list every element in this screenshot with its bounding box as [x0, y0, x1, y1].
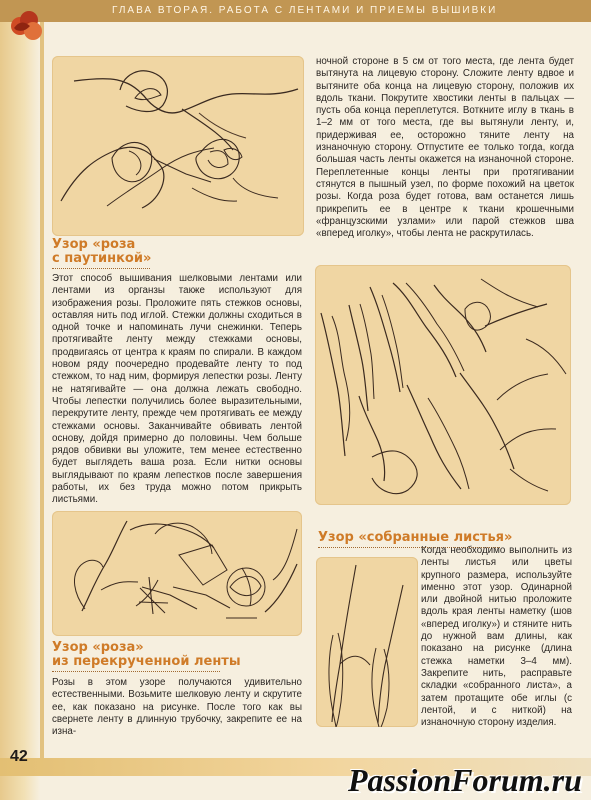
left-text-column-bottom [52, 641, 302, 738]
illustration-web-rose [52, 56, 304, 236]
twisted-rose-continuation: ночной стороне в 5 см от того места, где лента будет вытянута на лицевую сторону. Сложите ленту вдвое и вытяните оба конца на лицевую сторону, положив их вдоль ткани. Покрутите хвостики ленты в пальцах — пусть оба конца переплетутся. Воткните иглу в ткань в 1–2 мм от того места, где вы вытянули ленту, и, придерживая ее, осторожно тяните ленту на изнаночную сторону. Отпустите ее только тогда, когда большая часть ленты окажется на изнаночной стороне. Переплетенные концы ленты при протягивании стянутся в пышный узел, по форме похожий на цветок розы. Когда роза будет готова, вам останется лишь прикрепить ее в центре к ткани крошечными «французскими узлами» или парой стежков шва «вперед иголку», чтобы лента не раскрутилась. [316, 56, 574, 240]
left-text-column [52, 238, 302, 507]
heading-line: с паутинкой» [52, 251, 152, 266]
illustration-twisted-rose-steps [315, 265, 571, 505]
section-heading-twisted-rose [52, 641, 302, 669]
heading-line: из перекрученной ленты [52, 654, 241, 669]
illustration-gathered-leaves [316, 557, 418, 727]
gathered-leaves-paragraph: Когда необходимо выполнить из ленты листья или цветы крупного размера, используйте именно этот узор. Одинарной или двойной нитью проложите вдоль края ленты наметку (шов «вперед иголку») и стяните нить до нужной вам длины, как показано на рисунке (длина стежка наметки 3–4 мм). Закрепите нить, расправьте складки «собранного листа», а затем протащите обе иглы (с лентой, и с ниткой) на изнаночную сторону изделия. [421, 545, 572, 729]
heading-line: Узор «роза [52, 237, 136, 252]
gathered-leaves-text [421, 545, 572, 729]
section-heading-web-rose [52, 238, 302, 266]
section-heading-gathered-leaves: Узор «собранные листья» [318, 530, 513, 545]
chapter-header: ГЛАВА ВТОРАЯ. РАБОТА С ЛЕНТАМИ И ПРИЕМЫ ВЫШИВКИ [112, 5, 498, 16]
heading-line: Узор «роза» [52, 640, 144, 655]
site-watermark: PassionForum.ru [348, 762, 582, 798]
left-decorative-band [0, 0, 40, 800]
page-number: 42 [10, 748, 28, 765]
illustration-twisted-rose [52, 511, 302, 636]
heading-divider [52, 268, 150, 269]
web-rose-paragraph: Этот способ вышивания шелковыми лентами или лентами из органзы также используют для изображения розы. Проложите пять стежков основы, оставляя нить под иглой. Стежки должны сходиться в одной точке и напоминать лучи снежинки. Теперь протягивайте ленту между стежками основы, продвигаясь от центра к краям по спирали. В каждом новом ряду поочередно продевайте ленту то под стежком, то над ним, формируя лепестки розы. Ленту не натягивайте — она должна лежать свободно. Чтобы лепестки получились более выразительными, перекрутите ленту, прежде чем протягивать ее между стежками основы. Заканчивайте обвивать лентой основу, дойдя примерно до половины. Чем больше рядов обвивки вы уложите, тем менее естественно будет выглядеть ваша роза. Если нитки основы выглядывают по краям лепестков после завершения работы, их без труда можно потом прикрыть листьями. [52, 273, 302, 506]
right-text-column [316, 56, 574, 240]
rose-ornament-icon [6, 6, 48, 46]
left-gold-rule [40, 20, 44, 760]
twisted-rose-paragraph: Розы в этом узоре получаются удивительно естественными. Возьмите шелковую ленту и скрутите ее, как показано на рисунке. После того как вы свернете ленту в длинную трубочку, закрепите ее на изна- [52, 677, 302, 738]
heading-divider [52, 671, 220, 672]
